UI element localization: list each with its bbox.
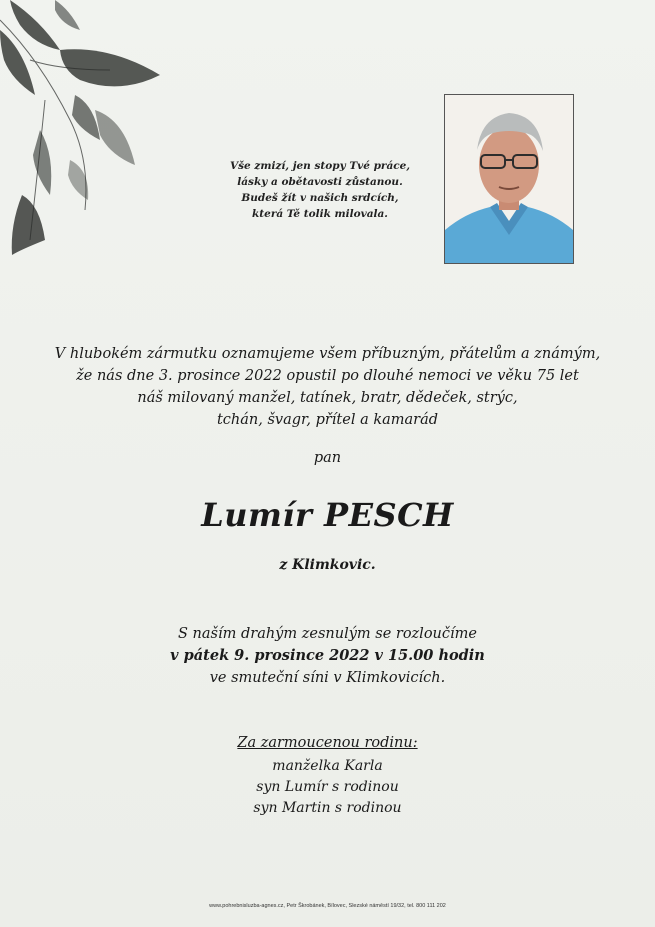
funeral-location: ve smuteční síni v Klimkovicích.: [209, 670, 446, 686]
poem-line: Budeš žít v našich srdcích,: [241, 192, 399, 204]
decorative-leaves-icon: [0, 0, 170, 270]
family-member: manželka Karla: [272, 758, 383, 774]
announcement-line: náš milovaný manžel, tatínek, bratr, dědeček, strýc,: [137, 390, 518, 406]
announcement-line: tchán, švagr, přítel a kamarád: [216, 412, 439, 428]
title-word: pan: [313, 450, 342, 466]
poem-line: která Tě tolik milovala.: [252, 208, 388, 220]
poem-line: lásky a obětavosti zůstanou.: [237, 176, 403, 188]
funeral-date-time: v pátek 9. prosince 2022 v 15.00 hodin: [170, 647, 485, 664]
undertaker-footer: www.pohrebnisluzba-agnes.cz, Petr Škrobánek, Bílovec, Slezské náměstí 19/32, tel. 800 111 202: [209, 903, 446, 909]
family-member: syn Lumír s rodinou: [256, 779, 399, 795]
death-announcement: [40, 343, 615, 431]
deceased-photo: [444, 94, 574, 264]
poem-line: Vše zmizí, jen stopy Tvé práce,: [229, 160, 410, 172]
family-heading: Za zarmoucenou rodinu:: [237, 735, 418, 751]
funeral-line-1: S naším drahým zesnulým se rozloučíme: [178, 626, 477, 642]
announcement-line: V hlubokém zármutku oznamujeme všem příbuzným, přátelům a známým,: [54, 346, 601, 362]
funeral-info: [0, 623, 655, 689]
deceased-name: Lumír PESCH: [201, 496, 454, 534]
family-member: syn Martin s rodinou: [253, 800, 402, 816]
deceased-origin: z Klimkovic.: [279, 557, 376, 573]
memorial-poem: [200, 158, 440, 222]
announcement-line: že nás dne 3. prosince 2022 opustil po dlouhé nemoci ve věku 75 let: [76, 368, 579, 384]
family-signature: [0, 733, 655, 819]
portrait-icon: [445, 95, 573, 263]
